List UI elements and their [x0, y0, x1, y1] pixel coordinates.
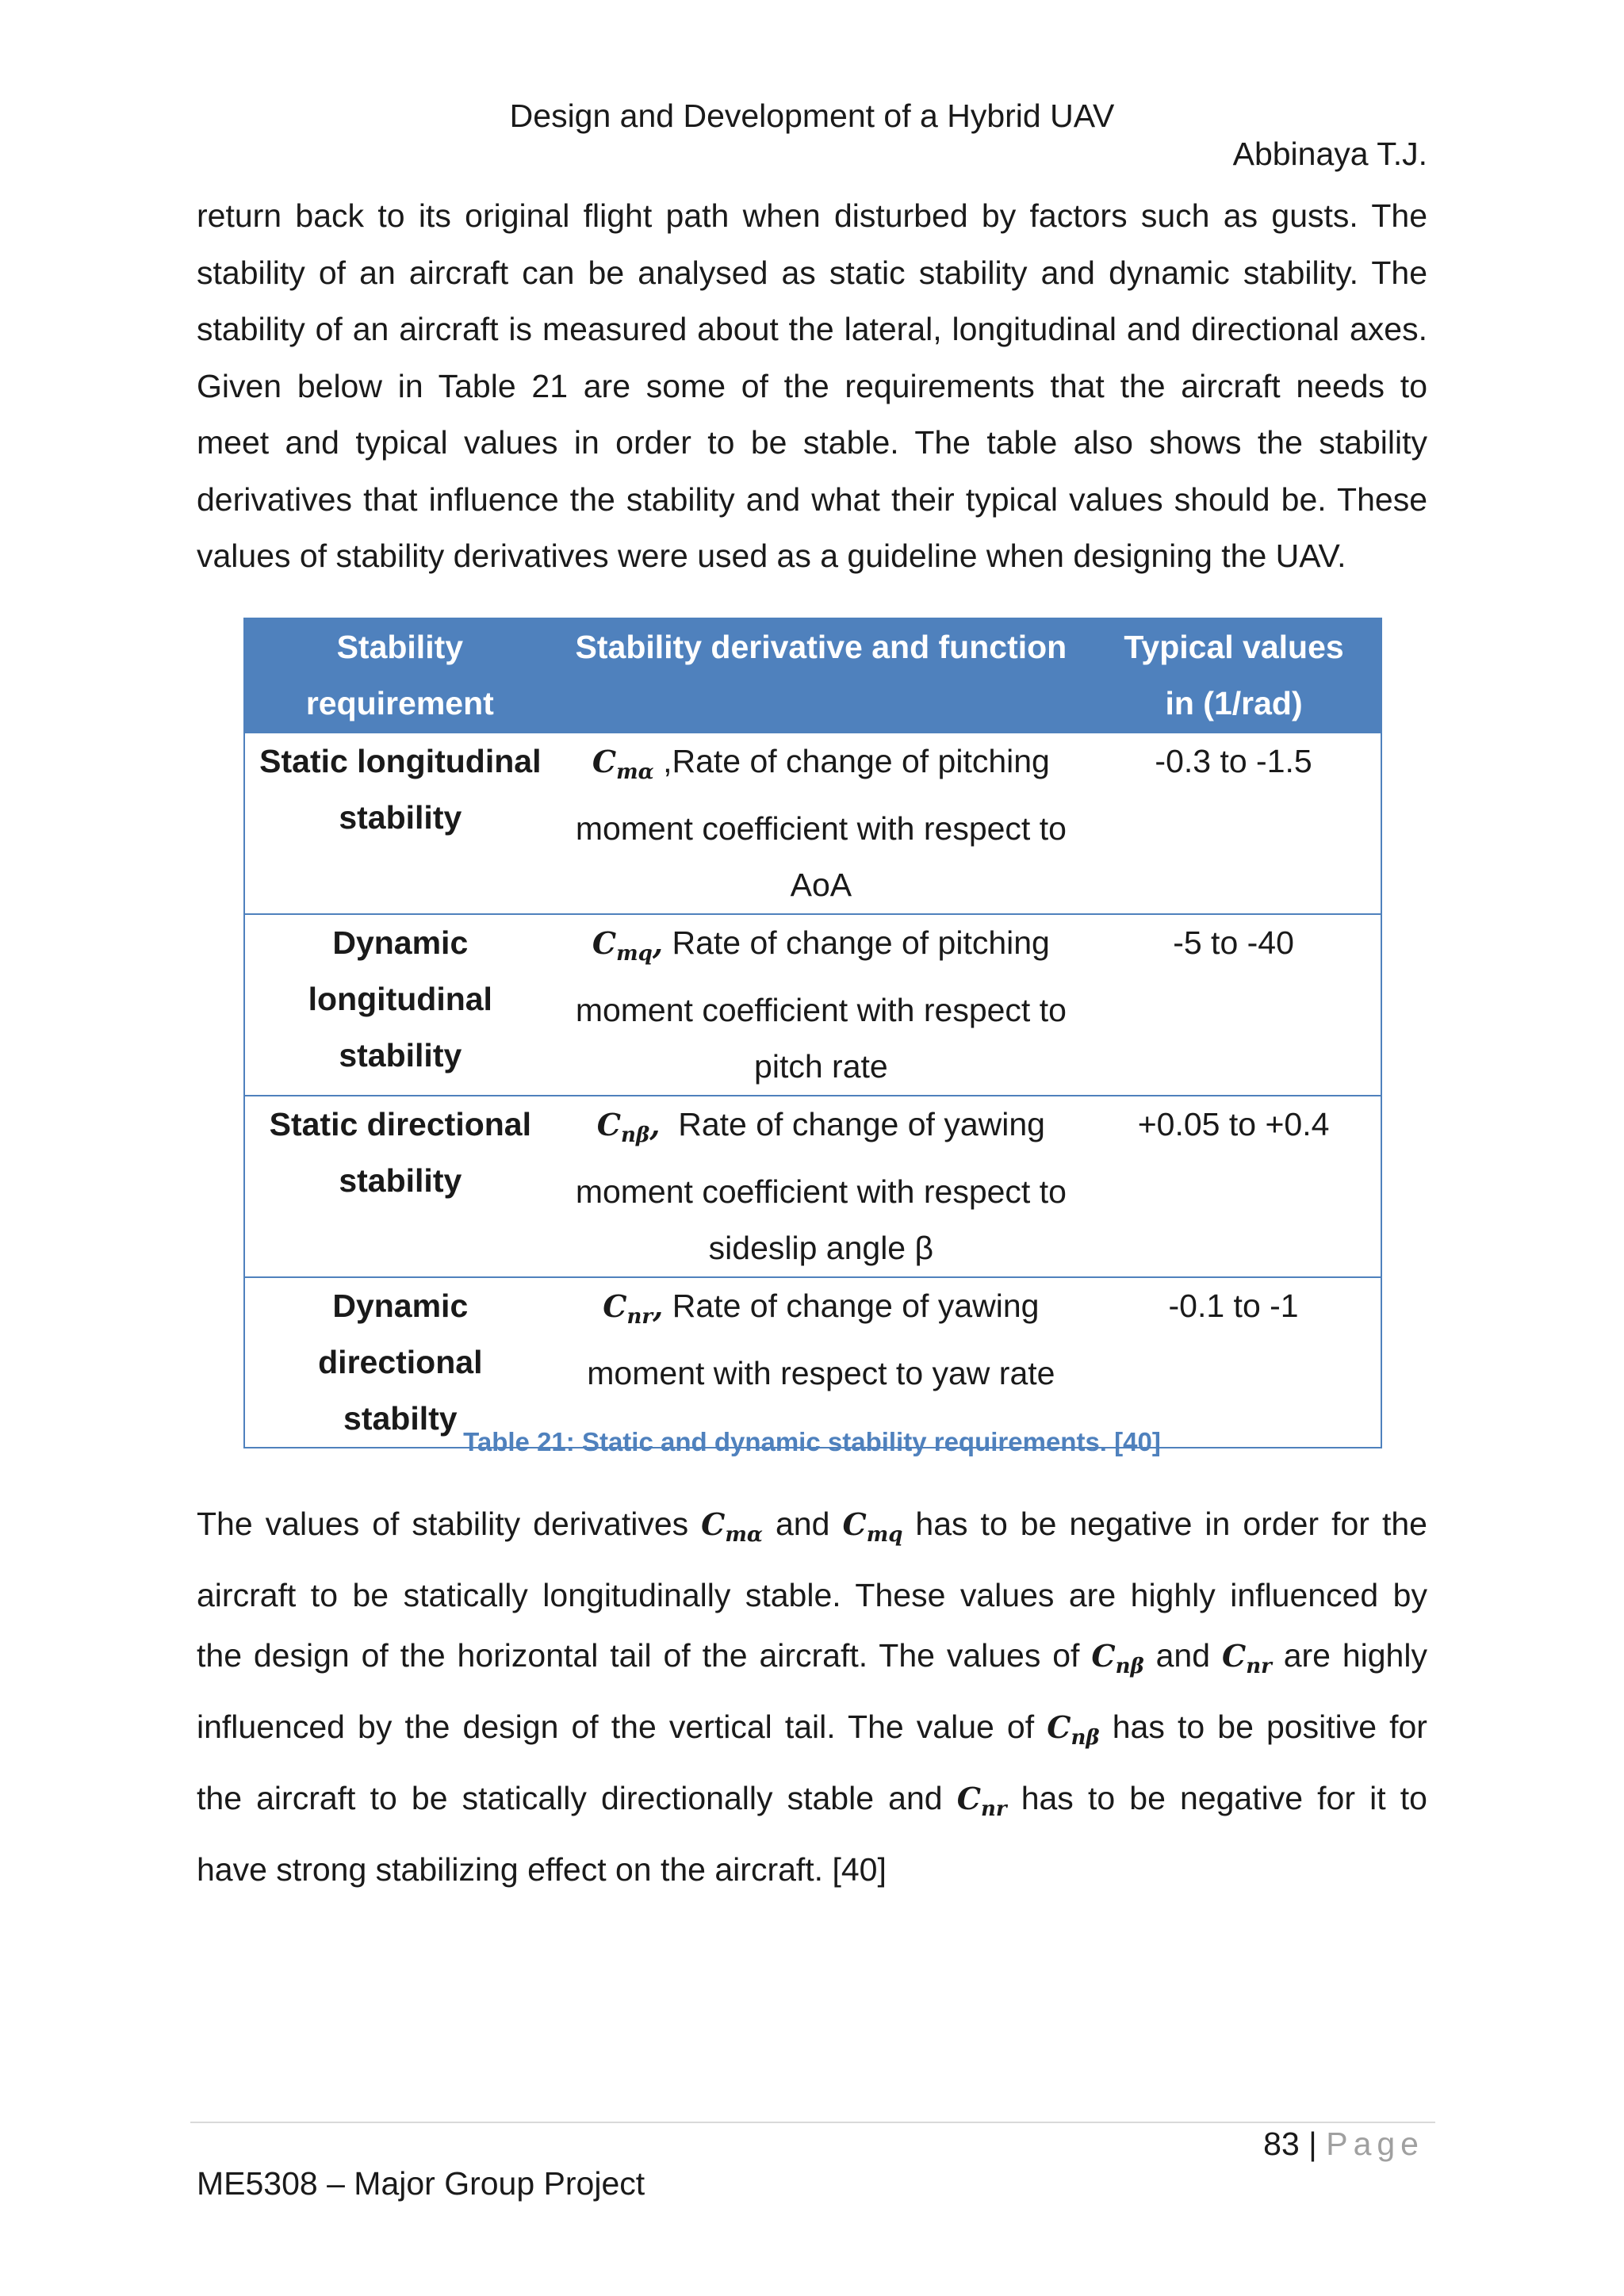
text-line: meet and typical values in order to be stable. The table also shows the stability — [197, 424, 1427, 461]
requirement-cell — [244, 1277, 556, 1448]
cell-line: $C_{n\beta}$, Rate of change of yawing — [596, 1106, 1045, 1147]
text-line: stability of an aircraft is measured about the lateral, longitudinal and directional axes. — [197, 311, 1427, 347]
header-line: requirement — [305, 685, 494, 721]
derivative-cell — [556, 733, 1087, 914]
cell-line: stabilty — [343, 1400, 458, 1437]
derivative-symbol: $C_{nr}$ — [603, 1288, 653, 1329]
table-header-row — [244, 618, 1381, 733]
cell-line: moment coefficient with respect to — [575, 992, 1067, 1028]
cell-line: moment with respect to yaw rate — [587, 1355, 1055, 1391]
text-line: stability of an aircraft can be analysed as static stability and dynamic stability. The — [197, 254, 1427, 291]
column-header-typical-values — [1086, 618, 1381, 733]
text-line: The values of stability derivatives $C_{m\alpha}$ and $C_{mq}$ has to be negative in order for the — [197, 1506, 1427, 1547]
value-cell: -0.3 to -1.5 — [1086, 733, 1381, 914]
derivative-cell — [556, 1277, 1087, 1448]
value-cell: -0.1 to -1 — [1086, 1277, 1381, 1448]
text-line: derivatives that influence the stability and what their typical values should be. These — [197, 480, 1427, 518]
text-line: return back to its original flight path when disturbed by factors such as gusts. The — [197, 197, 1427, 234]
table-row — [244, 914, 1381, 1096]
cell-line: stability — [339, 1162, 462, 1199]
intro-paragraph — [197, 188, 1427, 585]
cell-line: longitudinal — [308, 981, 492, 1017]
text-line: Given below in Table 21 are some of the requirements that the aircraft needs to — [197, 367, 1427, 404]
body-paragraph — [197, 1494, 1427, 1900]
cell-line: moment coefficient with respect to — [575, 1173, 1067, 1210]
requirement-cell — [244, 733, 556, 914]
requirement-cell — [244, 1096, 556, 1277]
header-author: Abbinaya T.J. — [1232, 136, 1427, 172]
cell-line: $C_{mq}$, Rate of change of pitching — [592, 924, 1050, 966]
derivative-symbol: $C_{m\alpha}$ — [592, 744, 654, 784]
stability-table — [243, 618, 1382, 1448]
cell-line: Dynamic — [332, 924, 469, 961]
text-line: aircraft to be statically longitudinally stable. These values are highly influenced by — [197, 1577, 1427, 1613]
text-line: values of stability derivatives were used as a guideline when designing the UAV. — [197, 538, 1346, 574]
header-line: Typical values — [1124, 629, 1344, 665]
value-cell: +0.05 to +0.4 — [1086, 1096, 1381, 1277]
text-line: have strong stabilizing effect on the aircraft. [40] — [197, 1851, 887, 1888]
page-number: 83 | Page — [1263, 2126, 1424, 2162]
derivative-cell — [556, 1096, 1087, 1277]
cell-line: Static longitudinal — [259, 743, 542, 779]
cell-line: sideslip angle β — [708, 1230, 934, 1266]
cell-line: directional — [318, 1344, 483, 1380]
table-row — [244, 1277, 1381, 1448]
derivative-cell — [556, 914, 1087, 1096]
column-header-derivative — [556, 618, 1087, 733]
header-line: Stability — [336, 629, 464, 665]
cell-line: stability — [339, 799, 462, 836]
table-row — [244, 1096, 1381, 1277]
cell-line: Dynamic — [332, 1288, 469, 1324]
column-header-requirement — [244, 618, 556, 733]
footer-divider — [190, 2122, 1435, 2123]
cell-line: pitch rate — [754, 1048, 888, 1085]
text-line: the design of the horizontal tail of the aircraft. The values of $C_{n\beta}$ and $C_{nr}$ are highly — [197, 1637, 1427, 1678]
cell-line: Static directional — [269, 1106, 531, 1142]
derivative-symbol: $C_{mq}$ — [592, 925, 653, 966]
cell-line: moment coefficient with respect to — [575, 810, 1067, 847]
value-cell: -5 to -40 — [1086, 914, 1381, 1096]
header-line: in (1/rad) — [1165, 685, 1303, 721]
cell-line: stability — [339, 1037, 462, 1073]
header-title: Design and Development of a Hybrid UAV — [509, 98, 1115, 134]
derivative-symbol: $C_{n\beta}$ — [596, 1107, 650, 1147]
cell-line: $C_{nr}$, Rate of change of yawing — [603, 1288, 1040, 1329]
table-row — [244, 733, 1381, 914]
text-line: influenced by the design of the vertical tail. The value of $C_{n\beta}$ has to be positive for — [197, 1709, 1427, 1750]
cell-line: AoA — [790, 867, 852, 903]
cell-line: $C_{m\alpha}$ ,Rate of change of pitching — [592, 743, 1050, 784]
header-line: Stability derivative and function — [575, 629, 1067, 665]
requirement-cell — [244, 914, 556, 1096]
text-line: the aircraft to be statically directionally stable and $C_{nr}$ has to be negative for it to — [197, 1780, 1427, 1821]
table-caption: Table 21: Static and dynamic stability requirements. [40] — [463, 1427, 1161, 1456]
footer-course: ME5308 – Major Group Project — [197, 2165, 645, 2202]
